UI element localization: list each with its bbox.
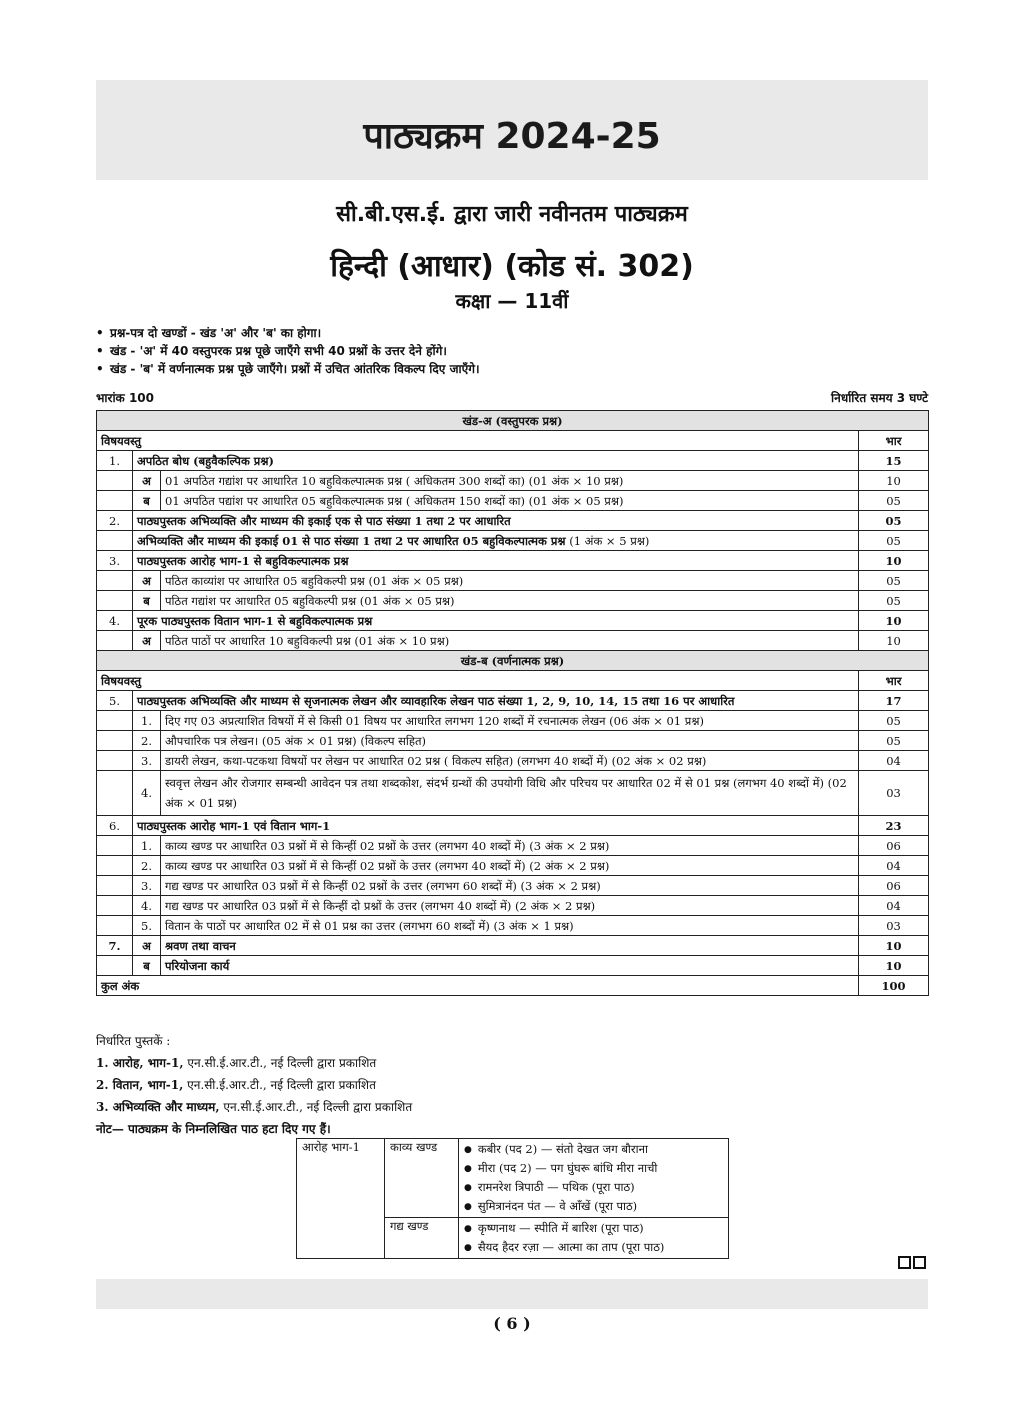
content-column-header: विषयवस्तु bbox=[97, 671, 859, 691]
table-row: 5. वितान के पाठों पर आधारित 02 में से 01 प्रश्न का उत्तर (लगभग 60 शब्दों में) (3 अंक × 1 प्रश्न) 03 bbox=[97, 916, 929, 936]
table-row: 2. औपचारिक पत्र लेखन। (05 अंक × 01 प्रश्न) (विकल्प सहित) 05 bbox=[97, 731, 929, 751]
table-row bbox=[297, 1139, 729, 1218]
total-marks: भारांक 100 bbox=[96, 391, 155, 405]
total-value: 100 bbox=[859, 976, 929, 996]
table-row: 4. पूरक पाठ्यपुस्तक वितान भाग-1 से बहुविकल्पात्मक प्रश्न 10 bbox=[97, 611, 929, 631]
prose-section-label: गद्य खण्ड bbox=[385, 1218, 459, 1259]
board-subtitle: सी.बी.एस.ई. द्वारा जारी नवीनतम पाठ्यक्रम bbox=[336, 202, 688, 227]
book-name: आरोह भाग-1 bbox=[297, 1139, 385, 1259]
table-row: अ 01 अपठित गद्यांश पर आधारित 10 बहुविकल्पात्मक प्रश्न ( अधिकतम 300 शब्दों का) (01 अंक × 10 प्रश्न) 10 bbox=[97, 471, 929, 491]
list-item: ● कबीर (पद 2) — संतो देखत जग बौराना bbox=[464, 1140, 723, 1159]
table-row: 1. दिए गए 03 अप्रत्याशित विषयों में से किसी 01 विषय पर आधारित लगभग 120 शब्दों में रचनात्मक लेखन (06 अंक × 01 प्रश्न) 05 bbox=[97, 711, 929, 731]
instruction-item: • खंड - 'अ' में 40 वस्तुपरक प्रश्न पूछे जाएँगे सभी 40 प्रश्नों के उत्तर देने होंगे। bbox=[96, 342, 928, 360]
removed-lessons-table bbox=[296, 1138, 729, 1259]
weight-column-header: भार bbox=[859, 671, 929, 691]
table-row: 5. पाठ्यपुस्तक अभिव्यक्ति और माध्यम से सृजनात्मक लेखन और व्यावहारिक लेखन पाठ संख्या 1, 2, 9, 10, 14, 15 तथा 16 पर आधारित 17 bbox=[97, 691, 929, 711]
table-row: 4. गद्य खण्ड पर आधारित 03 प्रश्नों में से किन्हीं दो प्रश्नों के उत्तर (लगभग 40 शब्दों में) (2 अंक × 2 प्रश्न) 04 bbox=[97, 896, 929, 916]
table-row: 4. स्ववृत्त लेखन और रोजगार सम्बन्धी आवेदन पत्र तथा शब्दकोश, संदर्भ ग्रन्थों की उपयोगी विधि और परिचय पर आधारित 02 में से 01 प्रश्न (लगभग 40 शब्दों में) (02 अंक × 01 प्रश्न) 03 bbox=[97, 771, 929, 816]
prescribed-books bbox=[96, 1030, 928, 1140]
table-row: 3. पाठ्यपुस्तक आरोह भाग-1 से बहुविकल्पात्मक प्रश्न 10 bbox=[97, 551, 929, 571]
poetry-removed-list bbox=[464, 1140, 723, 1216]
list-item: ● मीरा (पद 2) — पग घुंघरू बांधि मीरा नाची bbox=[464, 1159, 723, 1178]
book-item: 3. अभिव्यक्ति और माध्यम, एन.सी.ई.आर.टी., नई दिल्ली द्वारा प्रकाशित bbox=[96, 1100, 413, 1114]
exam-duration: निर्धारित समय 3 घण्टे bbox=[831, 391, 928, 405]
subject-title: हिन्दी (आधार) (कोड सं. 302) bbox=[330, 249, 694, 284]
table-row: 3. गद्य खण्ड पर आधारित 03 प्रश्नों में से किन्हीं 02 प्रश्नों के उत्तर (लगभग 60 शब्दों में) (3 अंक × 2 प्रश्न) 06 bbox=[97, 876, 929, 896]
table-header-row bbox=[97, 431, 929, 451]
table-row: 1. काव्य खण्ड पर आधारित 03 प्रश्नों में से किन्हीं 02 प्रश्नों के उत्तर (लगभग 40 शब्दों में) (3 अंक × 2 प्रश्न) 06 bbox=[97, 836, 929, 856]
weight-column-header: भार bbox=[859, 431, 929, 451]
exam-meta bbox=[96, 389, 928, 407]
footer-band bbox=[96, 1279, 928, 1309]
square-icon bbox=[898, 1256, 911, 1269]
instruction-item: • खंड - 'ब' में वर्णनात्मक प्रश्न पूछे जाएँगे। प्रश्नों में उचित आंतरिक विकल्प दिए जाएँगे। bbox=[96, 360, 928, 378]
table-row: ब पठित गद्यांश पर आधारित 05 बहुविकल्पी प्रश्न (01 अंक × 05 प्रश्न) 05 bbox=[97, 591, 929, 611]
table-row: 3. डायरी लेखन, कथा-पटकथा विषयों पर लेखन पर आधारित 02 प्रश्न ( विकल्प सहित) (लगभग 40 शब्दों में) (02 अंक × 02 प्रश्न) 04 bbox=[97, 751, 929, 771]
content-column-header: विषयवस्तु bbox=[97, 431, 859, 451]
book-item: 2. वितान, भाग-1, एन.सी.ई.आर.टी., नई दिल्ली द्वारा प्रकाशित bbox=[96, 1078, 376, 1092]
table-row: 1. अपठित बोध (बहुवैकल्पिक प्रश्न) 15 bbox=[97, 451, 929, 471]
total-row bbox=[97, 976, 929, 996]
table-header-row bbox=[97, 671, 929, 691]
square-icon bbox=[913, 1256, 926, 1269]
section-b-header: खंड-ब (वर्णनात्मक प्रश्न) bbox=[97, 651, 929, 671]
section-a-header: खंड-अ (वस्तुपरक प्रश्न) bbox=[97, 411, 929, 431]
table-row: 2. पाठ्यपुस्तक अभिव्यक्ति और माध्यम की इकाई एक से पाठ संख्या 1 तथा 2 पर आधारित 05 bbox=[97, 511, 929, 531]
poetry-section-label: काव्य खण्ड bbox=[385, 1139, 459, 1218]
table-row: ब 01 अपठित पद्यांश पर आधारित 05 बहुविकल्पात्मक प्रश्न ( अधिकतम 150 शब्दों का) (01 अंक × 05 प्रश्न) 05 bbox=[97, 491, 929, 511]
list-item: ● सुमित्रानंदन पंत — वे आँखें (पूरा पाठ) bbox=[464, 1197, 723, 1216]
list-item: ● सैयद हैदर रज़ा — आत्मा का ताप (पूरा पाठ) bbox=[464, 1238, 723, 1257]
end-marks bbox=[896, 1256, 926, 1273]
book-item: 1. आरोह, भाग-1, एन.सी.ई.आर.टी., नई दिल्ली द्वारा प्रकाशित bbox=[96, 1056, 377, 1070]
page-title: पाठ्यक्रम 2024-25 bbox=[363, 116, 661, 157]
table-row: अ पठित पाठों पर आधारित 10 बहुविकल्पी प्रश्न (01 अंक × 10 प्रश्न) 10 bbox=[97, 631, 929, 651]
page-number: ( 6 ) bbox=[493, 1314, 531, 1333]
table-row: 2. काव्य खण्ड पर आधारित 03 प्रश्नों में से किन्हीं 02 प्रश्नों के उत्तर (लगभग 40 शब्दों में) (2 अंक × 2 प्रश्न) 04 bbox=[97, 856, 929, 876]
total-label: कुल अंक bbox=[97, 976, 859, 996]
header-band bbox=[96, 80, 928, 180]
prose-removed-list bbox=[464, 1219, 723, 1257]
removed-note: नोट— पाठ्यक्रम के निम्नलिखित पाठ हटा दिए गए हैं। bbox=[96, 1122, 331, 1136]
instruction-item: • प्रश्न-पत्र दो खण्डों - खंड 'अ' और 'ब' का होगा। bbox=[96, 324, 928, 342]
list-item: ● कृष्णनाथ — स्पीति में बारिश (पूरा पाठ) bbox=[464, 1219, 723, 1238]
table-row: अ पठित काव्यांश पर आधारित 05 बहुविकल्पी प्रश्न (01 अंक × 05 प्रश्न) 05 bbox=[97, 571, 929, 591]
syllabus-table bbox=[96, 410, 929, 996]
books-heading: निर्धारित पुस्तकें : bbox=[96, 1034, 171, 1048]
table-row: ब परियोजना कार्य 10 bbox=[97, 956, 929, 976]
table-row: अभिव्यक्ति और माध्यम की इकाई 01 से पाठ संख्या 1 तथा 2 पर आधारित 05 बहुविकल्पात्मक प्रश्न (1 अंक × 5 प्रश्न) 05 bbox=[97, 531, 929, 551]
instructions-list bbox=[96, 324, 928, 378]
list-item: ● रामनरेश त्रिपाठी — पथिक (पूरा पाठ) bbox=[464, 1178, 723, 1197]
table-row: 7. अ श्रवण तथा वाचन 10 bbox=[97, 936, 929, 956]
class-title: कक्षा — 11वीं bbox=[455, 289, 569, 313]
table-row: 6. पाठ्यपुस्तक आरोह भाग-1 एवं वितान भाग-1 23 bbox=[97, 816, 929, 836]
